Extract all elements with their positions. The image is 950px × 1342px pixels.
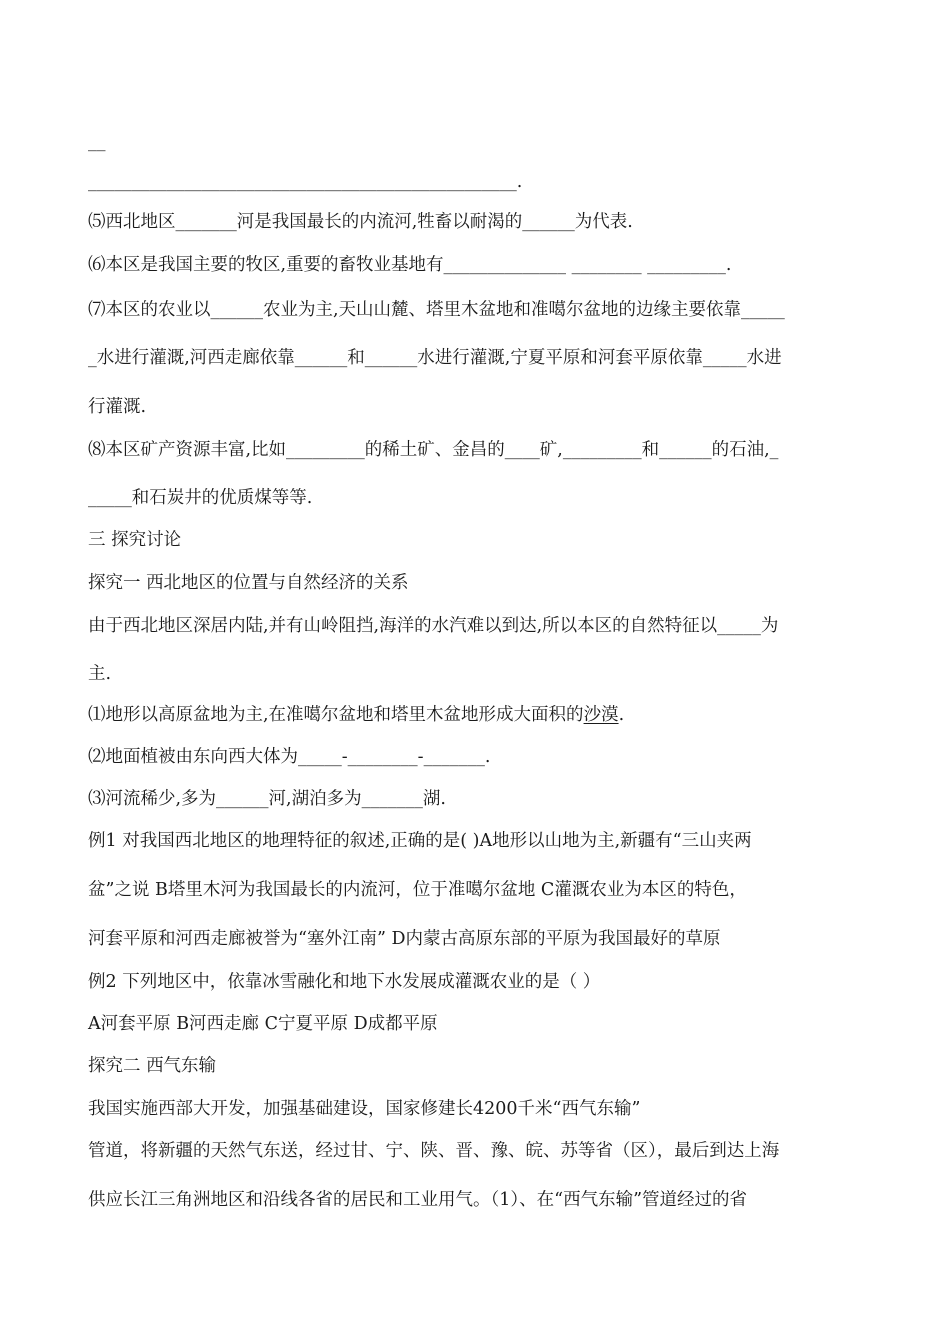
answer-options: A河套平原 B河西走廊 C宁夏平原 D成都平原	[88, 1014, 438, 1034]
text-line: ⑵地面植被由东向西大体为_____-________-_______.	[88, 747, 491, 767]
subsection-heading: 探究二 西气东输	[88, 1056, 217, 1076]
text-line: _________________________________________________.	[88, 172, 523, 192]
text-line	[88, 703, 624, 727]
text-line: __	[88, 132, 106, 152]
text-line: ⑻本区矿产资源丰富,比如_________的稀土矿、金昌的____矿,_________和______的石油,_	[88, 440, 779, 460]
text-line: 行灌溉.	[88, 397, 147, 417]
question-text: 例1 对我国西北地区的地理特征的叙述,正确的是( )A地形以山地为主,新疆有“三山夹两	[88, 831, 752, 851]
text-segment: .	[618, 705, 625, 725]
text-line: 供应长江三角洲地区和沿线各省的居民和工业用气。（1）、在“西气东输”管道经过的省	[88, 1190, 748, 1210]
text-line: 主.	[88, 664, 112, 684]
text-line: ⑶河流稀少,多为______河,湖泊多为_______湖.	[88, 789, 446, 809]
text-line: _____和石炭井的优质煤等等.	[88, 488, 313, 508]
question-text: 盆”之说 B塔里木河为我国最长的内流河，位于准噶尔盆地 C灌溉农业为本区的特色，	[88, 880, 747, 900]
text-line: ⑸西北地区_______河是我国最长的内流河,牲畜以耐渴的______为代表.	[88, 212, 633, 232]
text-line: _水进行灌溉,河西走廊依靠______和______水进行灌溉,宁夏平原和河套平原依靠_____水进	[88, 348, 782, 368]
text-line: 由于西北地区深居内陆,并有山岭阻挡,海洋的水汽难以到达,所以本区的自然特征以_____为	[88, 616, 779, 636]
text-line: ⑹本区是我国主要的牧区,重要的畜牧业基地有______________ ________ _________.	[88, 255, 732, 275]
text-line: 管道，将新疆的天然气东送，经过甘、宁、陕、晋、豫、皖、苏等省（区），最后到达上海	[88, 1141, 780, 1161]
underlined-term: 沙漠	[583, 705, 619, 725]
section-heading: 三 探究讨论	[88, 530, 182, 550]
text-segment: ⑴地形以高原盆地为主,在准噶尔盆地和塔里木盆地形成大面积的	[88, 705, 584, 725]
text-line: 我国实施西部大开发，加强基础建设，国家修建长4200千米“西气东输”	[88, 1099, 641, 1119]
text-line: ⑺本区的农业以______农业为主,天山山麓、塔里木盆地和准噶尔盆地的边缘主要依靠_____	[88, 300, 785, 320]
question-text: 例2 下列地区中，依靠冰雪融化和地下水发展成灌溉农业的是（ ）	[88, 972, 601, 992]
question-text: 河套平原和河西走廊被誉为“塞外江南” D内蒙古高原东部的平原为我国最好的草原	[88, 929, 721, 949]
subsection-heading: 探究一 西北地区的位置与自然经济的关系	[88, 573, 409, 593]
